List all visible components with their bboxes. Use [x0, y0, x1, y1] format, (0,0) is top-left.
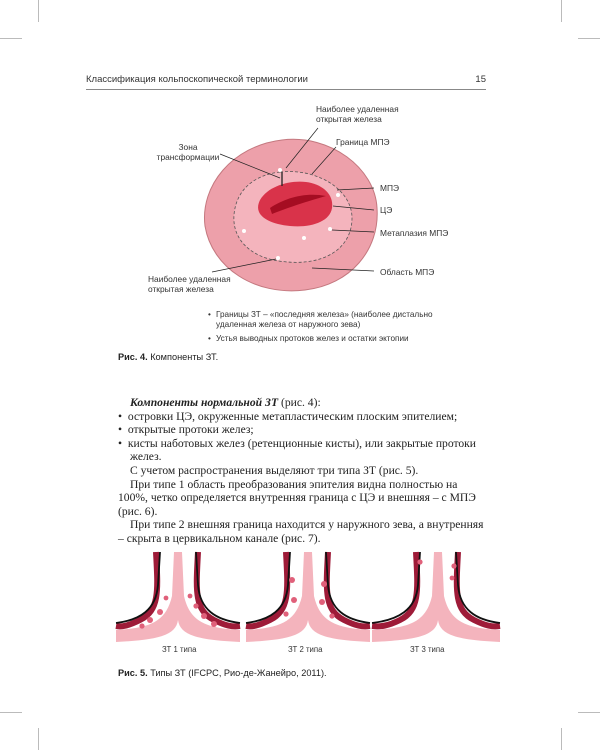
- cell-dot: [139, 623, 144, 628]
- note-item: • Границы ЗТ – «последняя железа» (наиболее дистально удаленная железа от наружного зева): [208, 310, 468, 330]
- crop-mark: [38, 0, 39, 22]
- gland-dot: [328, 227, 332, 231]
- figure-4-notes: [208, 310, 468, 348]
- cell-dot: [321, 581, 327, 587]
- cell-dot: [450, 576, 455, 581]
- crop-mark: [578, 712, 600, 713]
- label-mpe: МПЭ: [380, 183, 400, 193]
- label-far-gland-top: Наиболее удаленная открытая железа: [316, 104, 399, 124]
- cell-dot: [291, 597, 297, 603]
- cell-dot: [157, 609, 163, 615]
- cell-dot: [201, 613, 207, 619]
- label-metaplasia: Метаплазия МПЭ: [380, 228, 449, 238]
- paragraph: С учетом распространения выделяют три типа ЗТ (рис. 5).: [130, 463, 419, 477]
- cell-dot: [319, 599, 325, 605]
- figure-5-diagram: [0, 540, 600, 650]
- list-item-text: островки ЦЭ, окруженные метапластическим плоским эпителием;: [127, 409, 458, 423]
- list-item-text: кисты наботовых желез (ретенционные кисты), или закрытые протоки желез.: [127, 436, 477, 464]
- epithelium-band: [116, 552, 240, 642]
- page-number: 15: [475, 74, 486, 85]
- tz-type-1-label: ЗТ 1 типа: [162, 645, 197, 654]
- crop-mark: [0, 38, 22, 39]
- header-title: Классификация кольпоскопической терминологии: [86, 74, 308, 85]
- figure-4-diagram: [0, 90, 600, 410]
- running-header: [86, 74, 486, 90]
- gland-dot: [278, 168, 282, 172]
- gland-dot: [336, 193, 340, 197]
- list-item: • открытые протоки желез;: [118, 423, 254, 437]
- figure-5-caption: [118, 668, 327, 678]
- body-text: [118, 396, 490, 546]
- tz-type-3: [372, 552, 500, 642]
- section-heading: [118, 396, 490, 410]
- gland-dot: [276, 256, 280, 260]
- cell-dot: [451, 563, 456, 568]
- crop-mark: [0, 712, 22, 713]
- crop-mark: [38, 728, 39, 750]
- crop-mark: [561, 0, 562, 22]
- cell-dot: [164, 596, 169, 601]
- caption-text: Типы ЗТ (IFCPC, Рио-де-Жанейро, 2011).: [147, 668, 327, 678]
- label-ce: ЦЭ: [380, 205, 393, 215]
- heading-bold: Компоненты нормальной ЗТ: [130, 396, 279, 409]
- gland-dot: [302, 236, 306, 240]
- epithelium-band: [372, 552, 500, 642]
- list-item-text: открытые протоки желез;: [127, 423, 254, 437]
- epithelium-band: [246, 552, 370, 642]
- note-item: • Устья выводных протоков желез и остатки эктопии: [208, 334, 468, 344]
- cell-dot: [289, 577, 295, 583]
- cell-dot: [211, 621, 217, 627]
- crop-mark: [578, 38, 600, 39]
- paragraph: При типе 2 внешняя граница находится у наружного зева, а внутренняя – скрыта в цервикальном канале (рис. 7).: [118, 518, 484, 545]
- list-item: • кисты наботовых желез (ретенционные кисты), или закрытые протоки желез.: [118, 436, 477, 464]
- tz-type-2: [246, 552, 370, 642]
- label-far-gland-bottom: Наиболее удаленная открытая железа: [148, 274, 231, 294]
- caption-label: Рис. 4.: [118, 352, 148, 362]
- label-transformation-zone: Зона трансформации: [156, 142, 220, 162]
- cell-dot: [188, 594, 193, 599]
- cell-dot: [329, 613, 334, 618]
- label-boundary-mpe: Граница МПЭ: [336, 137, 390, 147]
- heading-tail: (рис. 4):: [278, 396, 321, 409]
- cell-dot: [193, 603, 198, 608]
- label-area-mpe: Область МПЭ: [380, 267, 435, 277]
- tz-type-1: [116, 552, 240, 642]
- list-item: • островки ЦЭ, окруженные метапластическим плоским эпителием;: [118, 409, 458, 423]
- cell-dot: [417, 559, 422, 564]
- cell-dot: [147, 617, 153, 623]
- caption-label: Рис. 5.: [118, 668, 148, 678]
- cell-dot: [283, 611, 288, 616]
- paragraph: При типе 1 область преобразования эпителия видна полностью на 100%, четко определяется внутренняя граница с ЦЭ и внешняя – с МПЭ (рис. 6).: [118, 477, 476, 518]
- crop-mark: [561, 728, 562, 750]
- caption-text: Компоненты ЗТ.: [147, 352, 219, 362]
- gland-dot: [242, 229, 246, 233]
- tz-type-2-label: ЗТ 2 типа: [288, 645, 323, 654]
- tz-type-3-label: ЗТ 3 типа: [410, 645, 445, 654]
- figure-4-caption: [118, 352, 218, 362]
